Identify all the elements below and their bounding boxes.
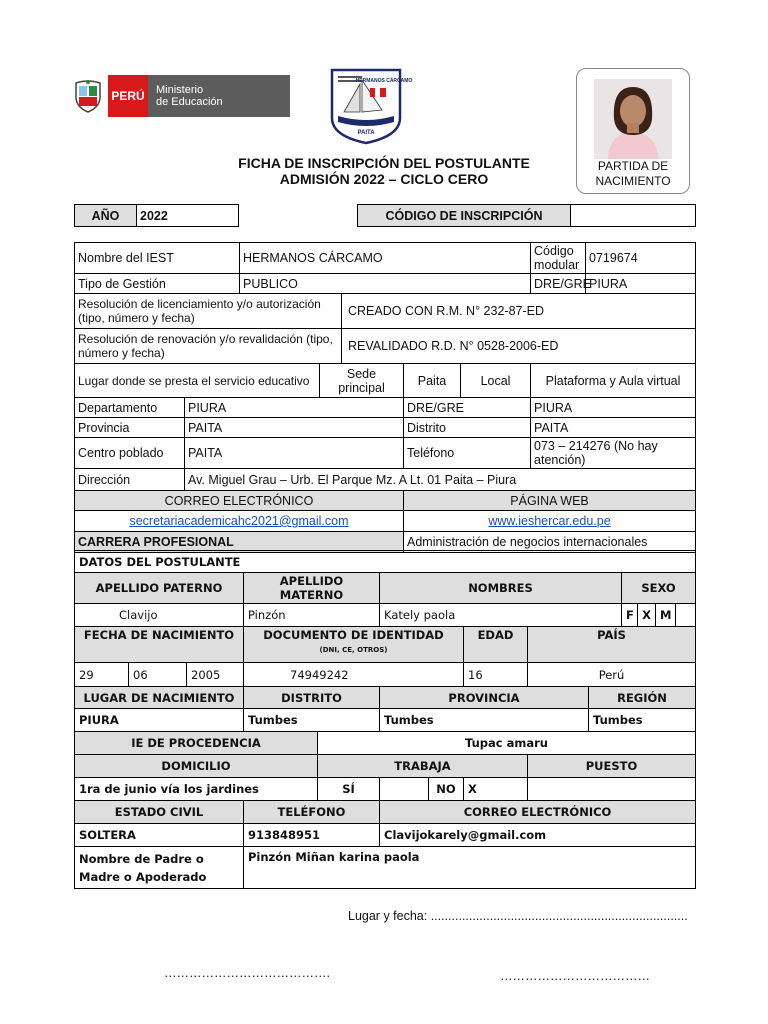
- puesto-value[interactable]: [528, 778, 696, 801]
- iest-table: [74, 242, 696, 553]
- lugar-nac-value: PIURA: [75, 709, 244, 732]
- departamento-value: PIURA: [185, 398, 404, 418]
- dre2-value: PIURA: [531, 398, 696, 418]
- distrito-nac-value: Tumbes: [244, 709, 380, 732]
- codigo-modular-value: 0719674: [586, 243, 696, 274]
- sede-label: Sede principal: [320, 364, 404, 398]
- ap-materno-value: Pinzón: [244, 604, 380, 627]
- sexo-mark[interactable]: X: [638, 604, 656, 627]
- licenciamiento-value: CREADO CON R.M. N° 232-87-ED: [342, 294, 696, 329]
- sexo-f: F: [622, 604, 638, 627]
- firma-left-line: ………………………………….: [164, 966, 330, 980]
- photo-label: PARTIDA DE NACIMIENTO: [595, 159, 671, 188]
- centro-label: Centro poblado: [75, 438, 185, 469]
- fecha-label: FECHA DE NACIMIENTO: [75, 627, 244, 663]
- crest-text-bottom: PAITA: [357, 130, 375, 136]
- dia-value: 29: [75, 663, 129, 687]
- year-value[interactable]: 2022: [137, 205, 239, 227]
- correo-post-label: CORREO ELECTRÓNICO: [380, 801, 696, 824]
- correo-post-value: Clavijokarely@gmail.com: [380, 824, 696, 847]
- domicilio-value: 1ra de junio vía los jardines: [75, 778, 318, 801]
- local-value: Plataforma y Aula virtual: [531, 364, 696, 398]
- direccion-label: Dirección: [75, 469, 185, 491]
- centro-value: PAITA: [185, 438, 404, 469]
- licenciamiento-label: Resolución de licenciamiento y/o autorización (tipo, número y fecha): [75, 294, 342, 329]
- peru-label: PERÚ: [108, 75, 148, 117]
- si-label: SÍ: [318, 778, 380, 801]
- tipo-gestion-label: Tipo de Gestión: [75, 274, 240, 294]
- documento-sub: (DNI, CE, OTROS): [319, 646, 388, 654]
- web-header: PÁGINA WEB: [404, 491, 696, 511]
- telefono-label: Teléfono: [404, 438, 531, 469]
- no-label: NO: [429, 778, 464, 801]
- sexo-m: M: [656, 604, 676, 627]
- nombres-label: NOMBRES: [380, 573, 622, 604]
- minedu-logo: [72, 75, 290, 117]
- correo-link-cell: [75, 511, 404, 532]
- lugar-nac-label: LUGAR DE NACIMIENTO: [75, 687, 244, 709]
- domicilio-label: DOMICILIO: [75, 755, 318, 778]
- padre-label: Nombre de Padre o Madre o Apoderado: [75, 847, 244, 889]
- provincia-nac-label: PROVINCIA: [380, 687, 589, 709]
- distrito-nac-label: DISTRITO: [244, 687, 380, 709]
- provincia-nac-value: Tumbes: [380, 709, 589, 732]
- documento-label: DOCUMENTO DE IDENTIDAD: [263, 628, 444, 642]
- no-value[interactable]: X: [464, 778, 528, 801]
- padre-value: Pinzón Miñan karina paola: [244, 847, 696, 889]
- web-link-cell: [404, 511, 696, 532]
- ap-paterno-value: Clavijo: [75, 604, 244, 627]
- edad-value: 16: [464, 663, 528, 687]
- puesto-label: PUESTO: [528, 755, 696, 778]
- ap-materno-label: APELLIDO MATERNO: [244, 573, 380, 604]
- provincia-label: Provincia: [75, 418, 185, 438]
- carrera-label: CARRERA PROFESIONAL: [75, 532, 404, 553]
- iest-name-value: HERMANOS CÁRCAMO: [240, 243, 531, 274]
- region-nac-value: Tumbes: [589, 709, 696, 732]
- sexo-label: SEXO: [622, 573, 696, 604]
- web-link[interactable]: www.ieshercar.edu.pe: [488, 514, 611, 528]
- sexo-empty[interactable]: [676, 604, 696, 627]
- photo-frame: [576, 68, 690, 194]
- distrito-label: Distrito: [404, 418, 531, 438]
- sede-value: Paita: [404, 364, 461, 398]
- distrito-value: PAITA: [531, 418, 696, 438]
- pais-value: Perú: [528, 663, 696, 687]
- code-table: [357, 204, 696, 227]
- form-title: FICHA DE INSCRIPCIÓN DEL POSTULANTE: [238, 155, 530, 171]
- minedu-line1: Ministerio: [156, 84, 204, 96]
- documento-cell: [244, 627, 464, 663]
- lugar-fecha: Lugar y fecha: ..........................................................................: [348, 909, 688, 923]
- ap-paterno-label: APELLIDO PATERNO: [75, 573, 244, 604]
- correo-header: CORREO ELECTRÓNICO: [75, 491, 404, 511]
- nombres-value: Kately paola: [380, 604, 622, 627]
- code-label: CÓDIGO DE INSCRIPCIÓN: [358, 205, 571, 227]
- mes-value: 06: [129, 663, 187, 687]
- postulante-title: DATOS DEL POSTULANTE: [75, 551, 696, 573]
- year-table: [74, 204, 239, 227]
- applicant-photo: [594, 79, 672, 159]
- lugar-servicio-label: Lugar donde se presta el servicio educativo: [75, 364, 320, 398]
- dre2-label: DRE/GRE: [404, 398, 531, 418]
- trabaja-label: TRABAJA: [318, 755, 528, 778]
- carrera-value: Administración de negocios internacionales: [404, 532, 696, 553]
- anio-value: 2005: [187, 663, 244, 687]
- minedu-name: [148, 75, 290, 117]
- local-label: Local: [461, 364, 531, 398]
- pais-label: PAÍS: [528, 627, 696, 663]
- codigo-modular-label: Código modular: [531, 243, 586, 274]
- telefono-post-label: TELÉFONO: [244, 801, 380, 824]
- provincia-value: PAITA: [185, 418, 404, 438]
- departamento-label: Departamento: [75, 398, 185, 418]
- estado-label: ESTADO CIVIL: [75, 801, 244, 824]
- code-value[interactable]: [571, 205, 696, 227]
- institute-crest: [330, 68, 413, 144]
- tipo-gestion-value: PUBLICO: [240, 274, 531, 294]
- renovacion-label: Resolución de renovación y/o revalidación (tipo, número y fecha): [75, 329, 342, 364]
- dre-value: PIURA: [586, 274, 696, 294]
- estado-value: SOLTERA: [75, 824, 244, 847]
- edad-label: EDAD: [464, 627, 528, 663]
- peru-shield-icon: [72, 79, 104, 113]
- renovacion-value: REVALIDADO R.D. N° 0528-2006-ED: [342, 329, 696, 364]
- region-nac-label: REGIÓN: [589, 687, 696, 709]
- form-subtitle: ADMISIÓN 2022 – CICLO CERO: [279, 171, 489, 187]
- si-value[interactable]: [380, 778, 429, 801]
- documento-value: 74949242: [244, 663, 464, 687]
- ie-value: Tupac amaru: [318, 732, 696, 755]
- firma-right-line: ………………………………: [500, 969, 650, 983]
- telefono-value: 073 – 214276 (No hay atención): [531, 438, 696, 469]
- year-label: AÑO: [75, 205, 137, 227]
- telefono-post-value: 913848951: [244, 824, 380, 847]
- ie-label: IE DE PROCEDENCIA: [75, 732, 318, 755]
- crest-text-top: HERMANOS CÁRCAMO: [355, 78, 413, 84]
- postulante-table: [74, 550, 696, 889]
- institute-crest-icon: [330, 68, 413, 144]
- minedu-line2: de Educación: [156, 96, 223, 108]
- dre-label: DRE/GRE: [531, 274, 586, 294]
- direccion-value: Av. Miguel Grau – Urb. El Parque Mz. A Lt. 01 Paita – Piura: [185, 469, 696, 491]
- iest-name-label: Nombre del IEST: [75, 243, 240, 274]
- correo-link[interactable]: secretariacademicahc2021@gmail.com: [129, 514, 349, 528]
